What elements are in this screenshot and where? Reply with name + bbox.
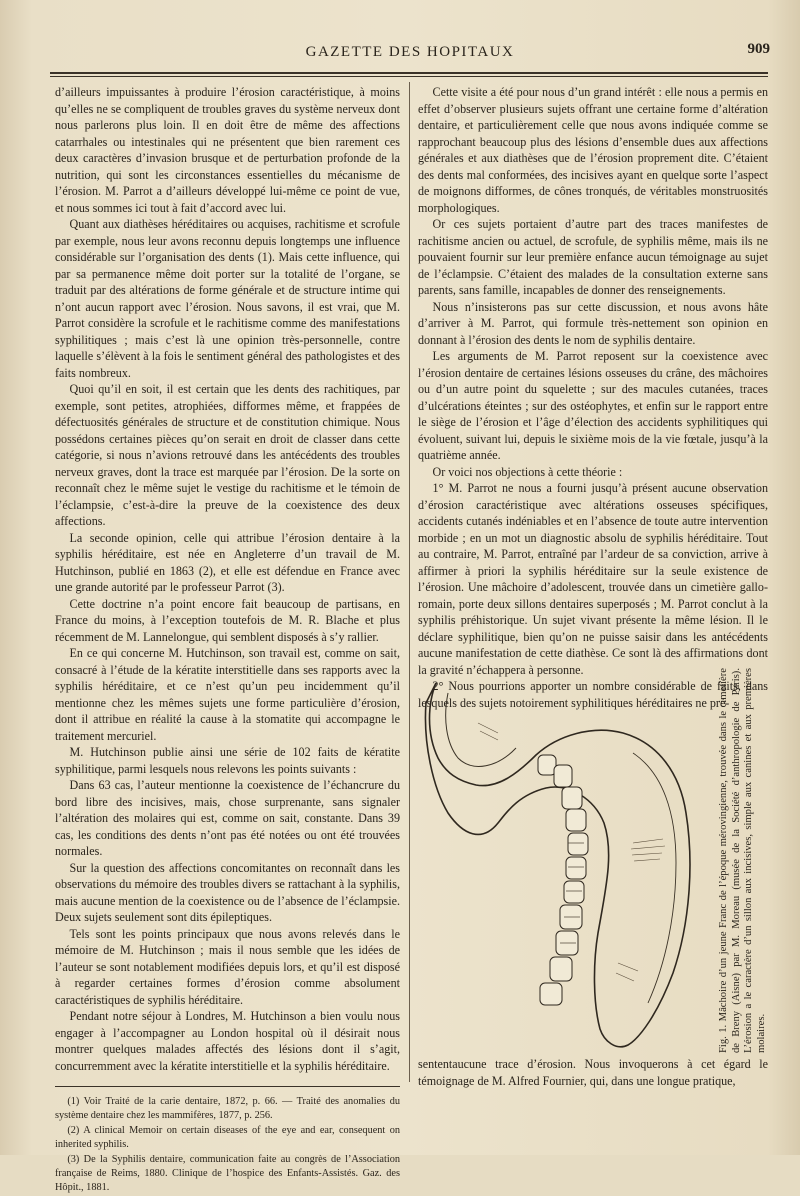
left-column: [55, 84, 400, 1196]
footnote-rule: [55, 1086, 400, 1087]
figure-caption-box: [718, 668, 768, 1053]
paragraph: Quoi qu’il en soit, il est certain que les dents des rachitiques, par exemple, sont petites, atrophiées, difformes même, et frappées de défectuosités générales de structure et de constitution chimique. Nous possédons certaines pièces qu’on serait en droit de classer dans cette catégorie, si nous n’avions retrouvé dans les antécédents des troubles nerveux graves, dont la trace est marquée par l’érosion. De la sorte on reconnaît chez le même sujet le vestige du rachitisme et le témoin de l’éclampsie, c’est-à-dire la preuve de la coexistence des deux affections.: [55, 382, 400, 528]
paragraph: Dans 63 cas, l’auteur mentionne la coexistence de l’échancrure du bord libre des incisives, mais, chose surprenante, sans signaler l’altération des molaires qui est, comme on sait, constante. Dans 39 cas, les conditions des dents n’ont pas été notées ou ont été trouvées normales.: [55, 778, 400, 858]
paragraph: Pendant notre séjour à Londres, M. Hutchinson a bien voulu nous engager à l’accompagner au London hospital où il désirait nous montrer quelques malades affectés des lésions dont il s’agit, concurremment avec la kératite interstitielle et la syphilis héréditaire.: [55, 1009, 400, 1073]
paragraph: Quant aux diathèses héréditaires ou acquises, rachitisme et scrofule par exemple, nous leur avons reconnu depuis longtemps une influence considérable sur l’organisation des dents (1). Mais cette influence, qui par sa permanence même doit porter sur la totalité de l’organe, se traduit par des altérations de forme générale et de structure intime qui n’ont aucun rapport avec l’érosion. Nous savons, il est vrai, que M. Parrot considère la scrofule et le rachitisme comme des manifestations syphilitiques ; mais c’est là une opinion très-personnelle, contre laquelle s’élèvent à la fois le sentiment général des pathologistes et des faits nombreux.: [55, 217, 400, 380]
column-divider: [409, 82, 410, 1082]
paragraph: 2° Nous pourrions apporter un nombre considérable de faits, dans lesquels des sujets notoirement syphilitiques héréditaires ne pré-: [418, 679, 768, 710]
paragraph: Or ces sujets portaient d’autre part des traces manifestes de rachitisme ancien ou actuel, de scrofule, de syphilis même, mais ils ne pouvaient fournir sur leur première enfance aucun témoignage au sujet de l’éclampsie. C’étaient des malades de la consultation externe sans parents, sans famille, incapables de donner des renseignements.: [418, 217, 768, 297]
paragraph: M. Hutchinson publie ainsi une série de 102 faits de kératite syphilitique, parmi lesquels nous relevons les points suivants :: [55, 745, 400, 776]
paragraph: Sur la question des affections concomitantes on reconnaît dans les observations du mémoire des troubles divers se rattachant à la syphilis, mais aucune mention de la coexistence ou de l’absence de l’éclampsie. Deux sujets seulement sont dits épileptiques.: [55, 860, 400, 924]
paragraph: d’ailleurs impuissantes à produire l’érosion caractéristique, à moins qu’elles ne se compliquent de troubles graves du système nerveux dont nous parlerons plus loin. Il en doit être de même des affections catarrhales ou intestinales qui ne présentent que bien rarement ces deux caractères d’invasion brusque et de perturbation profonde de la nutrition, qui sont les circonstances essentielles du mécanisme de l’érosion. M. Parrot a d’ailleurs développé lui-même ce point de vue, et nous sommes ici tout à fait d’accord avec lui.: [55, 85, 400, 215]
inner-contour: [633, 753, 676, 1003]
paragraph: Or voici nos objections à cette théorie :: [432, 464, 623, 479]
ramus-line: [446, 693, 516, 766]
figure-caption: Fig. 1. Mâchoire d’un jeune Franc de l’époque mérovingienne, trouvée dans le cimetière de Breny (Aisne) par M. Moreau (musée de la Société d’anthropologie de Paris). L’érosion a le caractère d’un sillon aux incisives, simple aux canines et aux premières molaires.: [718, 668, 767, 1053]
paragraph: Tels sont les points principaux que nous avons relevés dans le mémoire de M. Hutchinson ; mais il nous semble que les idées de l’auteur se sont notablement modifiées depuis lors, et qu’il est disposé à regarder certaines formes d’érosion comme absolument caractéristiques de syphilis héréditaire.: [55, 926, 400, 1007]
paragraph: Les arguments de M. Parrot reposent sur la coexistence avec l’érosion dentaire de certaines lésions osseuses du crâne, des mâchoires ou d’un autre point du squelette ; sur des macules cutanées, traces d’ulcérations éteintes ; sur des ostéophytes, et enfin sur le rapport entre le siège de l’érosion et l’âge d’élection des accidents syphilitiques qui évoluent, suivant lui, depuis le sixième mois de la vie fœtale, jusqu’à la quatrième année.: [418, 349, 768, 462]
jaw-figure: [418, 663, 768, 1053]
footnote: (3) De la Syphilis dentaire, communication faite au congrès de l’Association française de Reims, 1880. Clinique de l’hospice des Enfants-Assistés. Gaz. des Hôpit., 1881.: [55, 1154, 400, 1193]
paragraph: sententaucune trace d’érosion. Nous invoquerons à cet égard le témoignage de M. Alfred Fournier, qui, dans une longue pratique,: [418, 1057, 768, 1088]
page-number: 909: [747, 41, 770, 57]
jaw-illustration: [418, 663, 718, 1053]
right-column: [418, 84, 768, 711]
page-header: [50, 41, 770, 68]
teeth-row: [538, 755, 588, 1005]
paragraph: En ce qui concerne M. Hutchinson, son travail est, comme on sait, consacré à l’étude de la kératite interstitielle dans ses rapports avec la syphilis héréditaire, et ce n’est qu’un peu incidemment qu’il mentionne chez les mêmes sujets une forme particulière d’érosion, dont il attribue en réalité la cause à la stomatite qui accompagne le traitement mercuriel.: [55, 646, 400, 743]
header-rule-thin: [50, 76, 768, 77]
paragraph: 1° M. Parrot ne nous a fourni jusqu’à présent aucune observation d’érosion caractéristique avec altérations osseuses spécifiques, accidents cutanés indéniables et en l’absence de toute autre intervention morbide ; en un mot un diagnostic absolu de syphilis héréditaire. Tout au contraire, M. Parrot, entraîné par l’ardeur de sa conviction, arrive à affirmer à priori la syphilis héréditaire sur la seule existence de l’érosion. Une mâchoire d’adolescent, trouvée dans un cimetière gallo-romain, porte deux sillons dentaires superposés ; M. Parrot conclut à la syphilis préhistorique. Un sujet vivant présente la même lésion. Il le déclare syphilitique, bien qu’on ne puisse saisir dans les antécédents aucune manifestation de cette diathèse. Ce sont là des affirmations dont la gravité n’échappera à personne.: [418, 481, 768, 677]
right-column-continuation: [418, 1056, 768, 1089]
footnote: (1) Voir Traité de la carie dentaire, 1872, p. 66. — Traité des anomalies du système dentaire chez les mammifères, 1877, p. 256.: [55, 1096, 400, 1121]
running-title: GAZETTE DES HOPITAUX: [305, 44, 515, 60]
paragraph: La seconde opinion, celle qui attribue l’érosion dentaire à la syphilis héréditaire, est née en Angleterre d’un travail de M. Hutchinson, publié en 1863 (2), et elle est défendue en France avec une grande autorité par le professeur Parrot (3).: [55, 530, 400, 594]
header-rule: [50, 72, 768, 74]
footnotes: [55, 1095, 400, 1195]
paragraph: Nous n’insisterons pas sur cette discussion, et nous avons hâte d’arriver à M. Parrot, qui formule très-nettement son opinion en donnant à l’érosion des dents le nom de syphilis dentaire.: [418, 299, 768, 347]
paragraph: Cette doctrine n’a point encore fait beaucoup de partisans, en France du moins, à l’exception toutefois de M. R. Blache et plus récemment de M. Lannelongue, qui semblent disposés à s’y rallier.: [55, 596, 400, 644]
footnote: (2) A clinical Memoir on certain diseases of the eye and ear, consequent on inherited syphilis.: [55, 1125, 400, 1150]
paragraph: Cette visite a été pour nous d’un grand intérêt : elle nous a permis en effet d’observer plusieurs sujets offrant une certaine forme d’altération dentaire, et particulièrement celle que nous avons indiquée comme se rapprochant beaucoup plus des lésions d’ensemble dues aux affections générales et aux diathèses que de l’érosion proprement dite. C’étaient des dents mal conformées, des incisives ayant en quelque sorte l’aspect de moignons difformes, de cônes tronqués, de véritables monstruosités morphologiques.: [418, 85, 768, 215]
